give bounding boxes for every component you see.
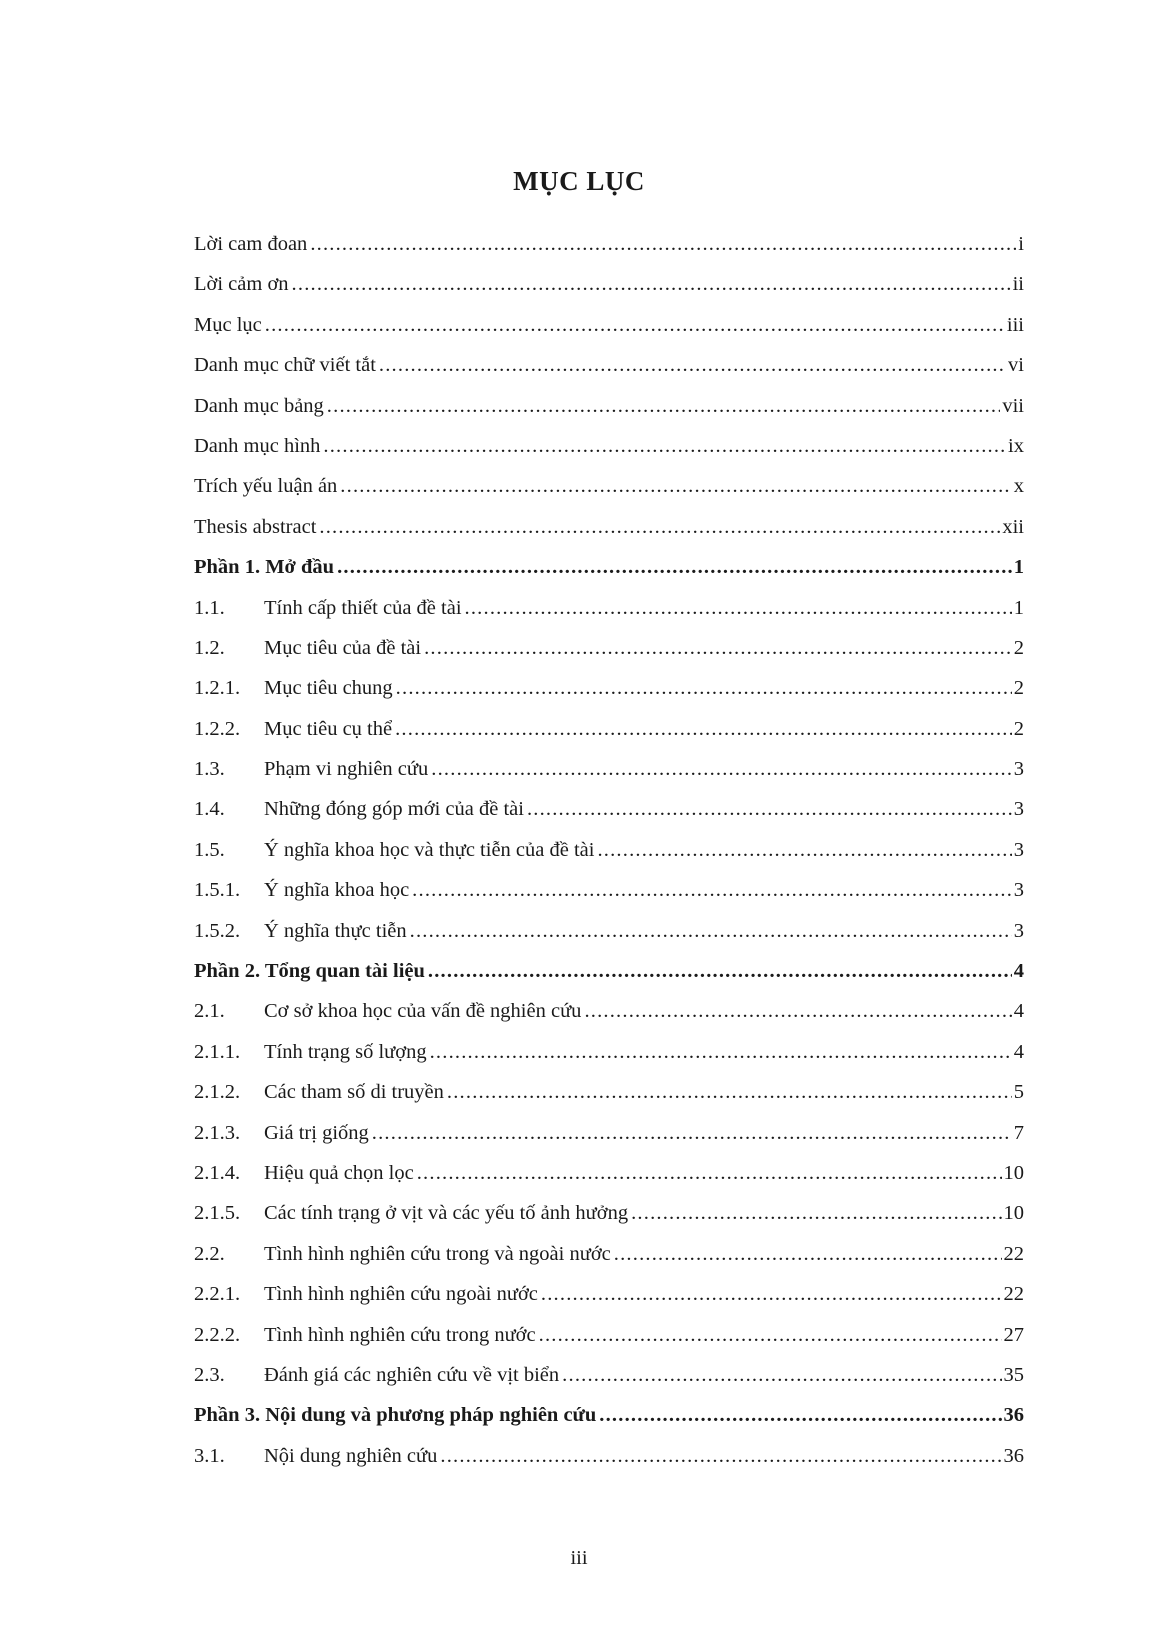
dot-leader (412, 870, 1012, 910)
dot-leader (319, 507, 1000, 547)
dot-leader (265, 305, 1005, 345)
toc-entry-number: 2.1.2. (194, 1081, 241, 1104)
dot-leader (410, 911, 1012, 951)
dot-leader (465, 588, 1012, 628)
dot-leader (337, 547, 1012, 587)
toc-entry-label: Tính cấp thiết của đề tài (264, 596, 462, 619)
toc-entry-page: 3 (1013, 919, 1024, 942)
toc-entry-number: 3.1. (194, 1444, 225, 1467)
dot-leader (430, 1032, 1012, 1072)
dot-leader (584, 991, 1011, 1031)
toc-entry-page: 3 (1013, 758, 1024, 781)
toc-entry (194, 264, 1024, 304)
toc-entry (194, 668, 1024, 708)
dot-leader (428, 951, 1012, 991)
dot-leader (440, 1436, 1001, 1476)
toc-entry-number: 1.3. (194, 758, 225, 781)
dot-leader (327, 386, 1001, 426)
dot-leader (379, 345, 1006, 385)
dot-leader (541, 1274, 1002, 1314)
toc-entry (194, 1032, 1024, 1072)
toc-entry (194, 991, 1024, 1031)
toc-entry-number: 2.2.1. (194, 1283, 241, 1306)
table-of-contents (194, 224, 1024, 1476)
toc-entry-page: 10 (1003, 1161, 1024, 1184)
toc-entry (194, 1153, 1024, 1193)
dot-leader (310, 224, 1016, 264)
toc-entry (194, 911, 1024, 951)
toc-entry-page: i (1018, 233, 1024, 255)
toc-entry-page: 27 (1003, 1323, 1024, 1346)
toc-entry-label: Các tham số di truyền (264, 1081, 444, 1104)
toc-entry (194, 1355, 1024, 1395)
toc-entry-label: Mục lục (194, 313, 262, 336)
toc-entry-label: Ý nghĩa khoa học (264, 879, 410, 902)
toc-entry-label: Ý nghĩa thực tiễn (264, 919, 407, 942)
toc-entry-number: 2.1.1. (194, 1040, 241, 1063)
toc-entry-number: 1.5. (194, 838, 225, 861)
toc-entry (194, 386, 1024, 426)
toc-entry-label: Danh mục bảng (194, 394, 324, 417)
toc-entry (194, 830, 1024, 870)
toc-entry-label: Danh mục chữ viết tắt (194, 354, 376, 377)
toc-entry-label: Đánh giá các nghiên cứu về vịt biển (264, 1363, 560, 1386)
toc-entry (194, 870, 1024, 910)
toc-entry-label: Giá trị giống (264, 1121, 369, 1144)
toc-entry (194, 1072, 1024, 1112)
toc-entry-number: 1.1. (194, 596, 225, 619)
toc-entry (194, 426, 1024, 466)
dot-leader (323, 426, 1006, 466)
dot-leader (614, 1234, 1002, 1274)
dot-leader (562, 1355, 1001, 1395)
dot-leader (431, 749, 1011, 789)
toc-entry-page: 22 (1003, 1283, 1024, 1306)
toc-part-heading (194, 1395, 1024, 1435)
toc-entry-label: Mục tiêu chung (264, 677, 393, 700)
toc-entry (194, 588, 1024, 628)
toc-entry-label: Các tính trạng ở vịt và các yếu tố ảnh hưởng (264, 1202, 629, 1225)
toc-entry (194, 749, 1024, 789)
toc-entry-label: Hiệu quả chọn lọc (264, 1161, 414, 1184)
toc-entry-number: 1.2.1. (194, 677, 241, 700)
toc-entry (194, 345, 1024, 385)
toc-entry-page: 36 (1003, 1404, 1024, 1427)
toc-entry-label: Phạm vi nghiên cứu (264, 758, 429, 781)
dot-leader (417, 1153, 1002, 1193)
toc-entry-label: Danh mục hình (194, 434, 321, 457)
toc-entry-page: vii (1002, 394, 1024, 417)
toc-entry (194, 1234, 1024, 1274)
toc-entry-page: 36 (1003, 1444, 1024, 1467)
toc-entry (194, 1274, 1024, 1314)
toc-entry-number: 1.2. (194, 636, 225, 659)
toc-entry-label: Trích yếu luận án (194, 475, 338, 498)
page-number: iii (570, 1547, 588, 1569)
toc-entry-page: 35 (1003, 1363, 1024, 1386)
toc-entry (194, 1315, 1024, 1355)
toc-entry-page: 4 (1013, 1000, 1024, 1023)
toc-entry-label: Tình hình nghiên cứu ngoài nước (264, 1283, 538, 1306)
toc-part-heading (194, 547, 1024, 587)
dot-leader (292, 264, 1011, 304)
dot-leader (631, 1193, 1001, 1233)
toc-entry-page: 1 (1013, 556, 1024, 579)
toc-entry-label: Lời cảm ơn (194, 273, 289, 296)
toc-entry (194, 1436, 1024, 1476)
toc-entry-page: ix (1008, 434, 1024, 457)
toc-entry-page: 2 (1013, 677, 1024, 700)
toc-entry (194, 1193, 1024, 1233)
toc-entry-label: Mục tiêu cụ thể (264, 717, 393, 740)
toc-entry-number: 2.2. (194, 1242, 225, 1265)
toc-entry-label: Lời cam đoan (194, 233, 308, 255)
toc-entry-page: 5 (1013, 1081, 1024, 1104)
toc-entry-page: x (1013, 475, 1024, 498)
toc-entry-number: 1.4. (194, 798, 225, 821)
dot-leader (395, 709, 1012, 749)
toc-part-heading (194, 951, 1024, 991)
toc-entry-page: xii (1002, 515, 1024, 538)
toc-entry-label: Nội dung nghiên cứu (264, 1444, 438, 1467)
toc-entry-page: 3 (1013, 838, 1024, 861)
toc-entry-number: 2.1.5. (194, 1202, 241, 1225)
toc-entry (194, 789, 1024, 829)
toc-entry (194, 709, 1024, 749)
toc-entry-number: 2.3. (194, 1363, 225, 1386)
toc-entry-label: Phần 1. Mở đầu (194, 556, 335, 579)
toc-entry-label: Ý nghĩa khoa học và thực tiễn của đề tài (264, 838, 595, 861)
dot-leader (527, 789, 1012, 829)
toc-entry-page: ii (1012, 273, 1024, 296)
toc-entry-page: 3 (1013, 798, 1024, 821)
toc-entry (194, 224, 1024, 264)
toc-entry-page: 2 (1013, 717, 1024, 740)
toc-entry-number: 1.2.2. (194, 717, 241, 740)
toc-entry-page: 1 (1013, 596, 1024, 619)
toc-entry-label: Mục tiêu của đề tài (264, 636, 422, 659)
toc-entry-number: 1.5.2. (194, 919, 241, 942)
toc-entry-page: 4 (1013, 960, 1024, 983)
toc-entry (194, 1113, 1024, 1153)
toc-entry (194, 628, 1024, 668)
dot-leader (597, 830, 1011, 870)
toc-entry-label: Phần 3. Nội dung và phương pháp nghiên cứu (194, 1404, 597, 1427)
toc-entry-page: 10 (1003, 1202, 1024, 1225)
toc-entry-page: 7 (1013, 1121, 1024, 1144)
toc-entry (194, 305, 1024, 345)
dot-leader (372, 1113, 1012, 1153)
toc-entry-number: 2.1.3. (194, 1121, 241, 1144)
toc-entry-number: 2.1.4. (194, 1161, 241, 1184)
toc-entry-page: vi (1008, 354, 1024, 377)
toc-entry-page: 3 (1013, 879, 1024, 902)
toc-entry-number: 2.1. (194, 1000, 225, 1023)
toc-entry (194, 507, 1024, 547)
dot-leader (599, 1395, 1001, 1435)
toc-entry-number: 1.5.1. (194, 879, 241, 902)
dot-leader (396, 668, 1012, 708)
dot-leader (539, 1315, 1002, 1355)
toc-entry-page: 4 (1013, 1040, 1024, 1063)
toc-entry-label: Cơ sở khoa học của vấn đề nghiên cứu (264, 1000, 582, 1023)
toc-entry-label: Tính trạng số lượng (264, 1040, 427, 1063)
toc-entry-label: Những đóng góp mới của đề tài (264, 798, 524, 821)
toc-entry-label: Tình hình nghiên cứu trong nước (264, 1323, 536, 1346)
toc-entry (194, 466, 1024, 506)
toc-entry-label: Phần 2. Tổng quan tài liệu (194, 960, 425, 983)
dot-leader (424, 628, 1012, 668)
toc-entry-label: Tình hình nghiên cứu trong và ngoài nước (264, 1242, 611, 1265)
toc-entry-number: 2.2.2. (194, 1323, 241, 1346)
page-title: MỤC LỤC (513, 166, 645, 196)
toc-entry-page: 2 (1013, 636, 1024, 659)
toc-entry-label: Thesis abstract (194, 515, 317, 538)
dot-leader (447, 1072, 1012, 1112)
toc-entry-page: 22 (1003, 1242, 1024, 1265)
toc-entry-page: iii (1006, 313, 1024, 336)
dot-leader (340, 466, 1011, 506)
